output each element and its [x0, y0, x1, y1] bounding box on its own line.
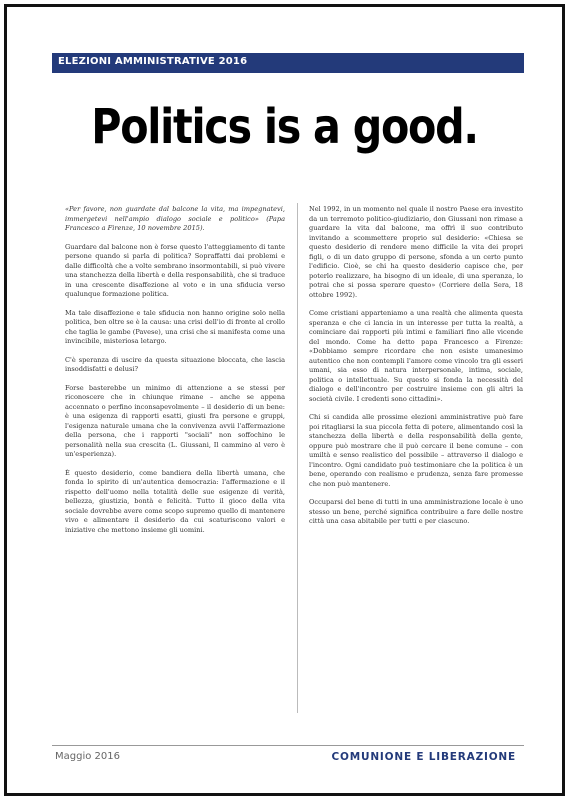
left-column	[65, 205, 285, 544]
page-title: Politics is a good.	[91, 99, 478, 155]
paragraph: Guardare dal balcone non è forse questo l'atteggiamento di tante persone quando si parla di politica? Sopraffatti dai problemi e dalle difficoltà che a volte sembrano insormontabili, si può vivere una stanchezza della libertà e della responsabilità, che si traduce in una crescente disaffezione al voto e in una sfiducia verso qualunque formazione politica.	[65, 242, 285, 298]
paragraph: Forse basterebbe un minimo di attenzione a se stessi per riconoscere che in chiunque rimane – anche se appena accennato o perfino inconsapevolmente – il desiderio di un bene: è una esigenza di rapporti esatti, giusti fra persone e gruppi, l'esigenza naturale umana che la convivenza avvii l'affermazione della persona, che i rapporti "sociali" non soffochino le personalità nella sua crescita (L. Giussani, Il cammino al vero è un'esperienza).	[65, 383, 285, 458]
paragraph: Ma tale disaffezione e tale sfiducia non hanno origine solo nella politica, ben oltre se è la causa: una crisi dell'io di fronte al crollo che taglia le gambe (Pavese), una crisi che si manifesta come una invincibile, misteriosa letargo.	[65, 308, 285, 345]
paragraph: Nel 1992, in un momento nel quale il nostro Paese era investito da un terremoto politico-giudiziario, don Giussani non rimase a guardare la vita dal balcone, ma offrì il suo contributo invitando a scommettere proprio sul desiderio: «Chiesa se questo desiderio di rendere meno difficile la vita dei propri figli, o di un dato gruppo di persone, sfonda a un certo punto l'edificio. Cioè, se chi ha questo desiderio capisce che, per poterlo realizzare, ha bisogno di un ideale, di una speranza, lo potrai che si possa sperare questo» (Corriere della Sera, 18 ottobre 1992).	[309, 205, 523, 299]
footer-divider	[52, 745, 524, 746]
column-divider	[297, 203, 298, 713]
paragraph: C'è speranza di uscire da questa situazione bloccata, che lascia insoddisfatti e delusi?	[65, 355, 285, 373]
page-frame	[4, 4, 565, 796]
paragraph: Chi si candida alle prossime elezioni amministrative può fare poi ritagliarsi la sua piccola fetta di potere, alimentando così la stanchezza della libertà e della responsabilità della gente, oppure può mostrare che il può cercare il bene comune – con umiltà e senso realistico del possibile – attraverso il dialogo e l'incontro. Ogni candidato può testimoniare che la politica è un bene, operando con realismo e prudenza, senza fare promesse che non può mantenere.	[309, 413, 523, 488]
footer-date: Maggio 2016	[55, 751, 120, 762]
paragraph: Occuparsi del bene di tutti in una amministrazione locale è uno stesso un bene, perché significa contribuire a fare delle nostre città una casa abitabile per tutti e per ciascuno.	[309, 498, 523, 525]
footer-brand: COMUNIONE E LIBERAZIONE	[331, 751, 516, 763]
paragraph: Come cristiani apparteniamo a una realtà che alimenta questa speranza e che ci lancia in un interesse per tutta la realtà, a cominciare dai rapporti più intimi e familiari fino alle vicende del mondo. Come ha detto papa Francesco a Firenze: «Dobbiamo sempre ricordare che non esiste umanesimo autentico che non contempli l'amore come vincolo tra gli esseri umani, sia esso di natura interpersonale, intima, sociale, politica o intellettuale. Su questo si fonda la necessità del dialogo e dell'incontro per costruire insieme con gli altri la società civile. I credenti sono cittadini».	[309, 309, 523, 403]
header-banner	[52, 53, 524, 73]
paragraph: È questo desiderio, come bandiera della libertà umana, che fonda lo spirito di un'autentica democrazia: l'affermazione e il rispetto dell'uomo nella totalità delle sue esigenze di verità, bellezza, giustizia, bontà e felicità. Tutto il gioco della vita sociale dovrebbe avere come scopo supremo quello di mantenere vivo e alimentare il desiderio da cui scaturiscono valori e iniziative che mettono insieme gli uomini.	[65, 468, 285, 534]
right-column	[309, 205, 523, 536]
banner-text: ELEZIONI AMMINISTRATIVE 2016	[58, 56, 248, 67]
paragraph: «Per favore, non guardate dal balcone la vita, ma impegnatevi, immergetevi nell'ampio dialogo sociale e politico» (Papa Francesco a Firenze, 10 novembre 2015).	[65, 205, 285, 232]
